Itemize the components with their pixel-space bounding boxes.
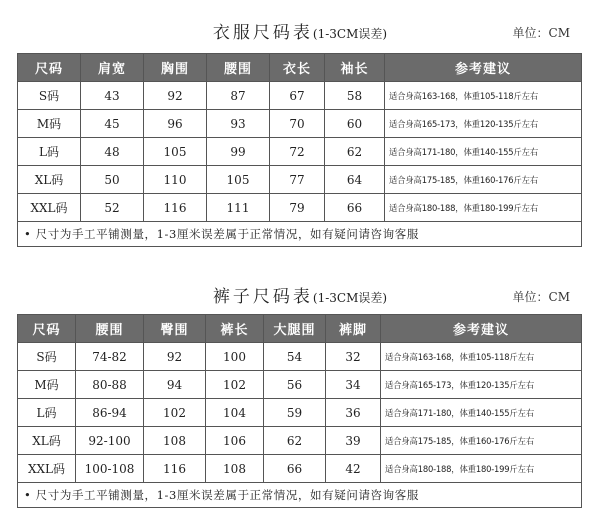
value-cell: 72 [270, 138, 325, 166]
suggestion-cell: 适合身高180-188，体重180-199斤左右 [381, 455, 582, 483]
header-thigh: 大腿围 [264, 315, 326, 343]
header-size: 尺码 [18, 315, 76, 343]
value-cell: 64 [325, 166, 385, 194]
size-cell: L码 [18, 399, 76, 427]
header-waist: 腰围 [76, 315, 144, 343]
value-cell: 67 [270, 82, 325, 110]
size-cell: L码 [18, 138, 81, 166]
value-cell: 116 [144, 194, 207, 222]
header-pants-length: 裤长 [206, 315, 264, 343]
table-row [18, 427, 582, 455]
value-cell: 32 [326, 343, 381, 371]
header-waist: 腰围 [207, 54, 270, 82]
clothes-header-row [18, 54, 582, 82]
value-cell: 59 [264, 399, 326, 427]
value-cell: 92 [144, 82, 207, 110]
size-cell: S码 [18, 343, 76, 371]
value-cell: 102 [144, 399, 206, 427]
header-leg-opening: 裤脚 [326, 315, 381, 343]
value-cell: 77 [270, 166, 325, 194]
suggestion-cell: 适合身高171-180，体重140-155斤左右 [385, 138, 582, 166]
value-cell: 96 [144, 110, 207, 138]
value-cell: 80-88 [76, 371, 144, 399]
size-cell: XXL码 [18, 455, 76, 483]
note-row [18, 483, 582, 508]
measurement-note: • 尺寸为手工平铺测量，1-3厘米误差属于正常情况，如有疑问请咨询客服 [18, 222, 582, 247]
value-cell: 108 [144, 427, 206, 455]
value-cell: 66 [325, 194, 385, 222]
value-cell: 106 [206, 427, 264, 455]
size-cell: M码 [18, 110, 81, 138]
suggestion-cell: 适合身高165-173，体重120-135斤左右 [381, 371, 582, 399]
table-row [18, 138, 582, 166]
value-cell: 92 [144, 343, 206, 371]
pants-title-line [0, 282, 600, 307]
value-cell: 60 [325, 110, 385, 138]
header-chest: 胸围 [144, 54, 207, 82]
value-cell: 42 [326, 455, 381, 483]
table-row [18, 399, 582, 427]
pants-title: 裤子尺码表 [212, 287, 313, 307]
pants-unit: 单位：CM [512, 290, 570, 304]
value-cell: 94 [144, 371, 206, 399]
value-cell: 58 [325, 82, 385, 110]
header-size: 尺码 [18, 54, 81, 82]
value-cell: 48 [81, 138, 144, 166]
value-cell: 66 [264, 455, 326, 483]
pants-subtitle: (1-3CM误差) [312, 291, 388, 305]
measurement-note: • 尺寸为手工平铺测量，1-3厘米误差属于正常情况，如有疑问请咨询客服 [18, 483, 582, 508]
table-row [18, 166, 582, 194]
pants-size-table [17, 314, 582, 508]
table-row [18, 194, 582, 222]
table-row [18, 371, 582, 399]
size-cell: XL码 [18, 427, 76, 455]
value-cell: 50 [81, 166, 144, 194]
value-cell: 87 [207, 82, 270, 110]
clothes-subtitle: (1-3CM误差) [312, 27, 388, 41]
clothes-title-line [0, 18, 600, 43]
value-cell: 36 [326, 399, 381, 427]
value-cell: 100-108 [76, 455, 144, 483]
size-cell: XL码 [18, 166, 81, 194]
value-cell: 104 [206, 399, 264, 427]
suggestion-cell: 适合身高163-168，体重105-118斤左右 [381, 343, 582, 371]
suggestion-cell: 适合身高165-173，体重120-135斤左右 [385, 110, 582, 138]
size-cell: S码 [18, 82, 81, 110]
value-cell: 111 [207, 194, 270, 222]
table-row [18, 110, 582, 138]
header-hip: 臀围 [144, 315, 206, 343]
pants-header-row [18, 315, 582, 343]
value-cell: 62 [264, 427, 326, 455]
value-cell: 39 [326, 427, 381, 455]
value-cell: 116 [144, 455, 206, 483]
header-suggestion: 参考建议 [381, 315, 582, 343]
table-row [18, 455, 582, 483]
value-cell: 100 [206, 343, 264, 371]
header-suggestion: 参考建议 [385, 54, 582, 82]
value-cell: 93 [207, 110, 270, 138]
value-cell: 74-82 [76, 343, 144, 371]
value-cell: 43 [81, 82, 144, 110]
value-cell: 110 [144, 166, 207, 194]
value-cell: 105 [144, 138, 207, 166]
value-cell: 54 [264, 343, 326, 371]
header-length: 衣长 [270, 54, 325, 82]
suggestion-cell: 适合身高171-180，体重140-155斤左右 [381, 399, 582, 427]
value-cell: 56 [264, 371, 326, 399]
value-cell: 108 [206, 455, 264, 483]
note-row [18, 222, 582, 247]
suggestion-cell: 适合身高175-185，体重160-176斤左右 [385, 166, 582, 194]
header-shoulder: 肩宽 [81, 54, 144, 82]
value-cell: 86-94 [76, 399, 144, 427]
value-cell: 52 [81, 194, 144, 222]
value-cell: 92-100 [76, 427, 144, 455]
suggestion-cell: 适合身高163-168，体重105-118斤左右 [385, 82, 582, 110]
size-cell: XXL码 [18, 194, 81, 222]
table-row [18, 343, 582, 371]
size-cell: M码 [18, 371, 76, 399]
value-cell: 79 [270, 194, 325, 222]
value-cell: 102 [206, 371, 264, 399]
clothes-unit: 单位：CM [512, 26, 570, 40]
clothes-size-table [17, 53, 582, 247]
suggestion-cell: 适合身高175-185，体重160-176斤左右 [381, 427, 582, 455]
table-row [18, 82, 582, 110]
value-cell: 70 [270, 110, 325, 138]
value-cell: 105 [207, 166, 270, 194]
value-cell: 34 [326, 371, 381, 399]
value-cell: 99 [207, 138, 270, 166]
clothes-title: 衣服尺码表 [212, 23, 313, 43]
value-cell: 45 [81, 110, 144, 138]
value-cell: 62 [325, 138, 385, 166]
header-sleeve: 袖长 [325, 54, 385, 82]
suggestion-cell: 适合身高180-188，体重180-199斤左右 [385, 194, 582, 222]
